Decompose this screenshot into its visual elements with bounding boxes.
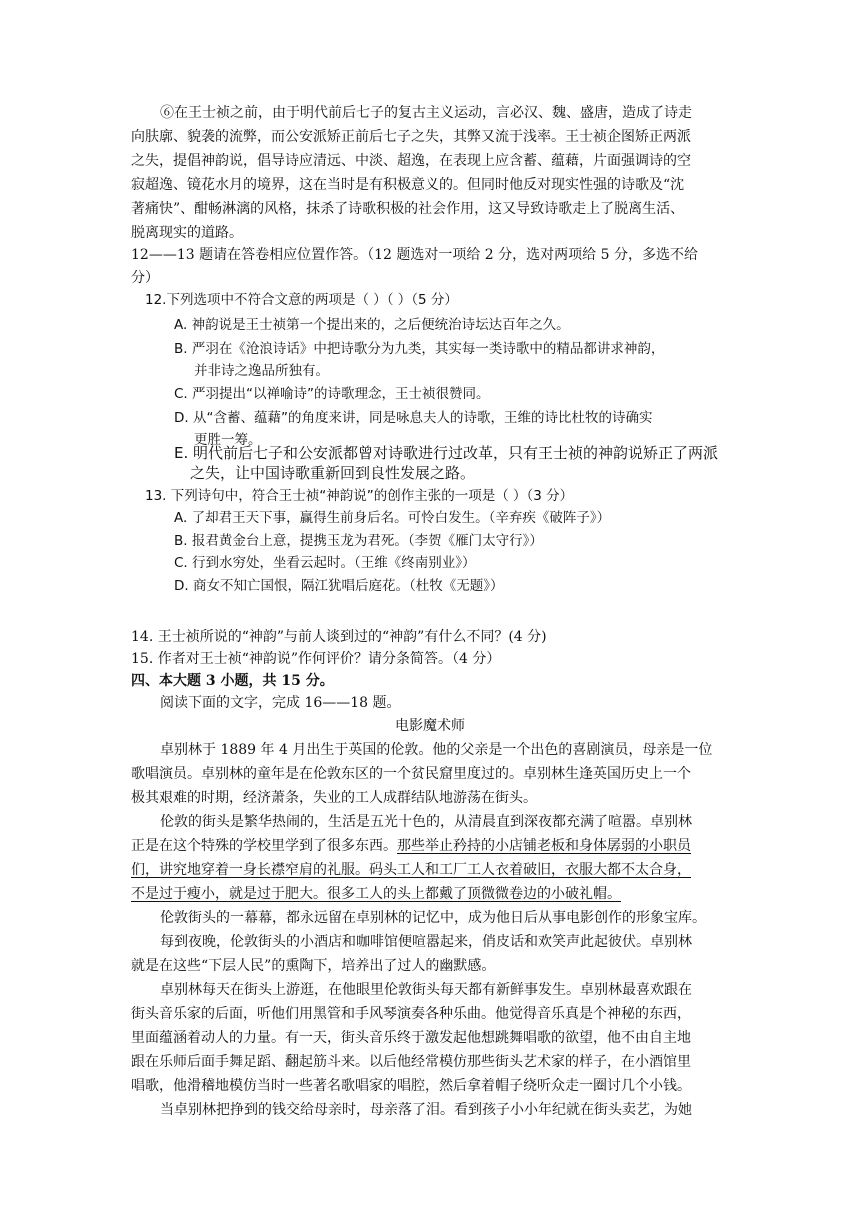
question-13-option-b: B. 报君黄金台上意，提携玉龙为君死。（李贺《雁门太守行》） — [174, 533, 543, 549]
underlined-passage: 们，讲究地穿着一身长襟窄肩的礼服。码头工人和工厂工人衣着破旧，衣服大都不太合身， — [131, 862, 691, 878]
question-12-option-d-cont: 更胜一筹。 — [194, 432, 262, 448]
story-line — [131, 836, 691, 858]
answer-instruction: 12——13 题请在答卷相应位置作答。（12 题选对一项给 2 分，选对两项给 5 分，多选不给 — [131, 247, 698, 263]
story-line: 卓别林于 1889 年 4 月出生于英国的伦敦。他的父亲是一个出色的喜剧演员，母亲是一位 — [160, 742, 713, 758]
story-line: 里面蕴涵着动人的力量。有一天，街头音乐终于激发起他想跳舞唱歌的欲望，他不由自主地 — [131, 1030, 691, 1046]
question-12-option-e-cont: 之失，让中国诗歌重新回到良性发展之路。 — [190, 464, 476, 482]
story-line: 唱歌，他滑稽地模仿当时一些著名歌唱家的唱腔，然后拿着帽子绕听众走一圈讨几个小钱。 — [131, 1078, 691, 1094]
story-title: 电影魔术师 — [395, 718, 465, 734]
passage-line: 之失，提倡神韵说，倡导诗应清远、中淡、超逸，在表现上应含蓄、蕴藉，片面强调诗的空 — [131, 153, 691, 169]
underlined-passage: 不是过于瘦小，就是过于肥大。很多工人的头上都戴了顶微微卷边的小破礼帽。 — [131, 886, 621, 902]
passage-line: 寂超逸、镜花水月的境界，这在当时是有积极意义的。但同时他反对现实性强的诗歌及“沈 — [131, 177, 685, 193]
question-12-option-c: C. 严羽提出“以禅喻诗”的诗歌理念，王士祯很赞同。 — [174, 386, 490, 402]
story-line: 当卓别林把挣到的钱交给母亲时，母亲落了泪。看到孩子小小年纪就在街头卖艺，为她 — [160, 1102, 692, 1118]
story-line: 就是在这些“下层人民”的熏陶下，培养出了过人的幽默感。 — [131, 958, 496, 974]
question-12-option-b: B. 严羽在《沧浪诗话》中把诗歌分为九类，其实每一类诗歌中的精品都讲求神韵， — [174, 341, 665, 357]
question-13-option-d: D. 商女不知亡国恨，隔江犹唱后庭花。（杜牧《无题》） — [174, 578, 504, 594]
story-line: 跟在乐师后面手舞足蹈、翻起筋斗来。以后他经常模仿那些街头艺术家的样子，在小酒馆里 — [131, 1054, 691, 1070]
question-12-stem: 12.下列选项中不符合文意的两项是（ ）（ ）（5 分） — [145, 292, 458, 308]
question-12-option-a: A. 神韵说是王士祯第一个提出来的，之后便统治诗坛达百年之久。 — [174, 317, 570, 333]
question-13-option-c: C. 行到水穷处，坐看云起时。（王维《终南别业》） — [174, 555, 476, 571]
question-12-option-b-cont: 并非诗之逸品所独有。 — [194, 363, 329, 379]
section-heading: 四、本大题 3 小题，共 15 分。 — [131, 673, 334, 689]
passage-line: ⑥在王士祯之前，由于明代前后七子的复古主义运动，言必汉、魏、盛唐，造成了诗走 — [160, 105, 692, 121]
story-line: 极其艰难的时期，经济萧条，失业的工人成群结队地游荡在街头。 — [131, 790, 537, 806]
story-line: 歌唱演员。卓别林的童年是在伦敦东区的一个贫民窟里度过的。卓别林生逢英国历史上一个 — [131, 766, 691, 782]
question-14: 14. 王士祯所说的“神韵”与前人谈到过的“神韵”有什么不同？(4 分) — [131, 629, 547, 645]
passage-line: 脱离现实的道路。 — [131, 225, 243, 241]
story-text: 正是在这个特殊的学校里学到了很多东西。 — [131, 838, 397, 854]
story-line: 伦敦街头的一幕幕，都永远留在卓别林的记忆中，成为他日后从事电影创作的形象宝库。 — [160, 910, 706, 926]
question-12-option-d: D. 从“含蓄、蕴藉”的角度来讲，同是咏息夫人的诗歌，王维的诗比杜牧的诗确实 — [174, 410, 653, 426]
question-12-option-e: E. 明代前后七子和公安派都曾对诗歌进行过改革，只有王士祯的神韵说矫正了两派 — [174, 444, 719, 462]
question-13-stem: 13. 下列诗句中，符合王士祯“神韵说”的创作主张的一项是（ ）（3 分） — [145, 488, 574, 504]
passage-line: 著痛快”、酣畅淋漓的风格，抹杀了诗歌积极的社会作用，这又导致诗歌走上了脱离生活、 — [131, 201, 685, 217]
section-instruction: 阅读下面的文字，完成 16——18 题。 — [160, 695, 401, 711]
answer-instruction: 分） — [131, 270, 159, 286]
story-line: 街头音乐家的后面，听他们用黑管和手风琴演奏各种乐曲。他觉得音乐真是个神秘的东西， — [131, 1006, 691, 1022]
passage-line: 向肤廓、貌袭的流弊，而公安派矫正前后七子之失，其弊又流于浅率。王士祯企图矫正两派 — [131, 129, 691, 145]
story-line: 伦敦的街头是繁华热闹的，生活是五光十色的，从清晨直到深夜都充满了喧嚣。卓别林 — [160, 814, 692, 830]
question-15: 15. 作者对王士祯“神韵说”作何评价？请分条简答。（4 分） — [131, 651, 501, 667]
underlined-passage: 那些举止矜持的小店铺老板和身体孱弱的小职员 — [397, 838, 691, 854]
story-line: 卓别林每天在街头上游逛，在他眼里伦敦街头每天都有新鲜事发生。卓别林最喜欢跟在 — [160, 982, 692, 998]
question-13-option-a: A. 了却君王天下事，赢得生前身后名。可怜白发生。（辛弃疾《破阵子》） — [174, 510, 611, 526]
story-line: 每到夜晚，伦敦街头的小酒店和咖啡馆便喧嚣起来，俏皮话和欢笑声此起彼伏。卓别林 — [160, 934, 692, 950]
